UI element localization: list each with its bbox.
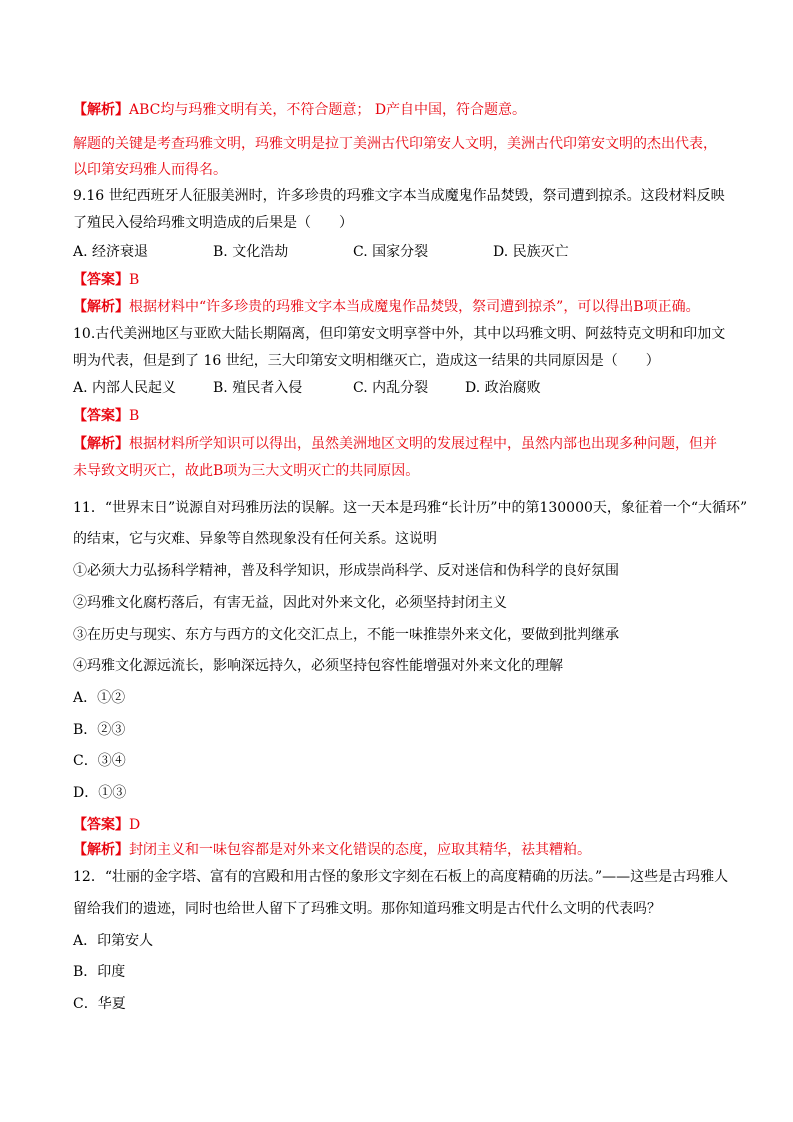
q12-option-a: A．印第安人 xyxy=(73,933,154,949)
analysis-text: 根据材料中“许多珍贵的玛雅文字本当成魔鬼作品焚毁，祭司遭到掠杀”，可以得出B项正确。 xyxy=(129,299,700,315)
answer-value: D xyxy=(129,817,141,833)
q12-stem-line-2: 留给我们的遗迹，同时也给世人留下了玛雅文明。那你知道玛雅文明是古代什么文明的代表吗？ xyxy=(73,901,661,917)
q9-options xyxy=(73,242,569,262)
q10-answer xyxy=(73,406,139,426)
q10-option-b: B. 殖民者入侵 xyxy=(213,380,303,396)
q11-stem-line-2: 的结束，它与灾难、异象等自然现象没有任何关系。这说明 xyxy=(73,531,437,547)
analysis-text: 根据材料所学知识可以得出，虽然美洲地区文明的发展过程中，虽然内部也出现多种问题，但并 xyxy=(129,436,717,452)
q11-answer xyxy=(73,815,140,835)
analysis-label: 【解析】 xyxy=(73,436,129,452)
answer-value: B xyxy=(129,272,140,288)
q9-analysis xyxy=(73,297,700,317)
q10-option-d: D. 政治腐败 xyxy=(465,380,541,396)
q8-analysis xyxy=(73,100,526,120)
q11-option-c: C．③④ xyxy=(73,753,126,769)
analysis-text: ABC均与玛雅文明有关，不符合题意； D产自中国，符合题意。 xyxy=(129,102,527,118)
q9-stem-line-2: 了殖民入侵给玛雅文明造成的后果是（ ） xyxy=(73,215,353,231)
q10-options xyxy=(73,378,541,398)
answer-label: 【答案】 xyxy=(73,817,129,833)
q9-option-b: B. 文化浩劫 xyxy=(213,244,289,260)
analysis-label: 【解析】 xyxy=(73,299,129,315)
q12-option-c: C．华夏 xyxy=(73,996,126,1012)
q10-stem-line-1: 10.古代美洲地区与亚欧大陆长期隔离，但印第安文明享誉中外，其中以玛雅文明、阿兹特克文明和印加文 xyxy=(73,326,726,342)
q12-stem-line-1: 12．“壮丽的金字塔、富有的宫殿和用古怪的象形文字刻在石板上的高度精确的历法。”——这些是古玛雅人 xyxy=(73,869,729,885)
q11-option-b: B．②③ xyxy=(73,722,126,738)
q9-answer xyxy=(73,270,139,290)
q11-stem-line-1: 11．“世界末日”说源自对玛雅历法的误解。这一天本是玛雅“长计历”中的第130000天，象征着一个“大循环” xyxy=(73,500,748,516)
q10-analysis-line-2: 未导致文明灭亡，故此B项为三大文明灭亡的共同原因。 xyxy=(73,463,420,479)
q11-statement-4: ④玛雅文化源远流长，影响深远持久，必须坚持包容性能增强对外来文化的理解 xyxy=(73,658,563,674)
q11-statement-3: ③在历史与现实、东方与西方的文化交汇点上，不能一味推崇外来文化，要做到批判继承 xyxy=(73,627,619,643)
q9-stem-line-1: 9.16 世纪西班牙人征服美洲时，许多珍贵的玛雅文字本当成魔鬼作品焚毁，祭司遭到掠杀。这段材料反映 xyxy=(73,188,725,204)
answer-value: B xyxy=(129,408,140,424)
q11-analysis xyxy=(73,840,591,860)
q11-option-d: D．①③ xyxy=(73,785,127,801)
q10-stem-line-2: 明为代表，但是到了 16 世纪，三大印第安文明相继灭亡，造成这一结果的共同原因是（ ） xyxy=(73,353,660,369)
analysis-label: 【解析】 xyxy=(73,102,129,118)
q9-option-d: D. 民族灭亡 xyxy=(493,244,569,260)
q12-option-b: B．印度 xyxy=(73,964,126,980)
q10-analysis-line-1 xyxy=(73,434,717,454)
q8-note-line-1: 解题的关键是考查玛雅文明，玛雅文明是拉丁美洲古代印第安人文明，美洲古代印第安文明的杰出代表， xyxy=(73,136,717,152)
q10-option-c: C. 内乱分裂 xyxy=(353,380,429,396)
q11-statement-2: ②玛雅文化腐朽落后，有害无益，因此对外来文化，必须坚持封闭主义 xyxy=(73,595,507,611)
q9-option-c: C. 国家分裂 xyxy=(353,244,429,260)
answer-label: 【答案】 xyxy=(73,408,129,424)
analysis-text: 封闭主义和一味包容都是对外来文化错误的态度，应取其精华，祛其糟粕。 xyxy=(129,842,591,858)
answer-label: 【答案】 xyxy=(73,272,129,288)
q8-note-line-2: 以印第安玛雅人而得名。 xyxy=(73,162,227,178)
q9-option-a: A. 经济衰退 xyxy=(73,244,149,260)
analysis-label: 【解析】 xyxy=(73,842,129,858)
q11-option-a: A．①② xyxy=(73,690,126,706)
q10-option-a: A. 内部人民起义 xyxy=(73,380,177,396)
q11-statement-1: ①必须大力弘扬科学精神，普及科学知识，形成崇尚科学、反对迷信和伪科学的良好氛围 xyxy=(73,563,619,579)
